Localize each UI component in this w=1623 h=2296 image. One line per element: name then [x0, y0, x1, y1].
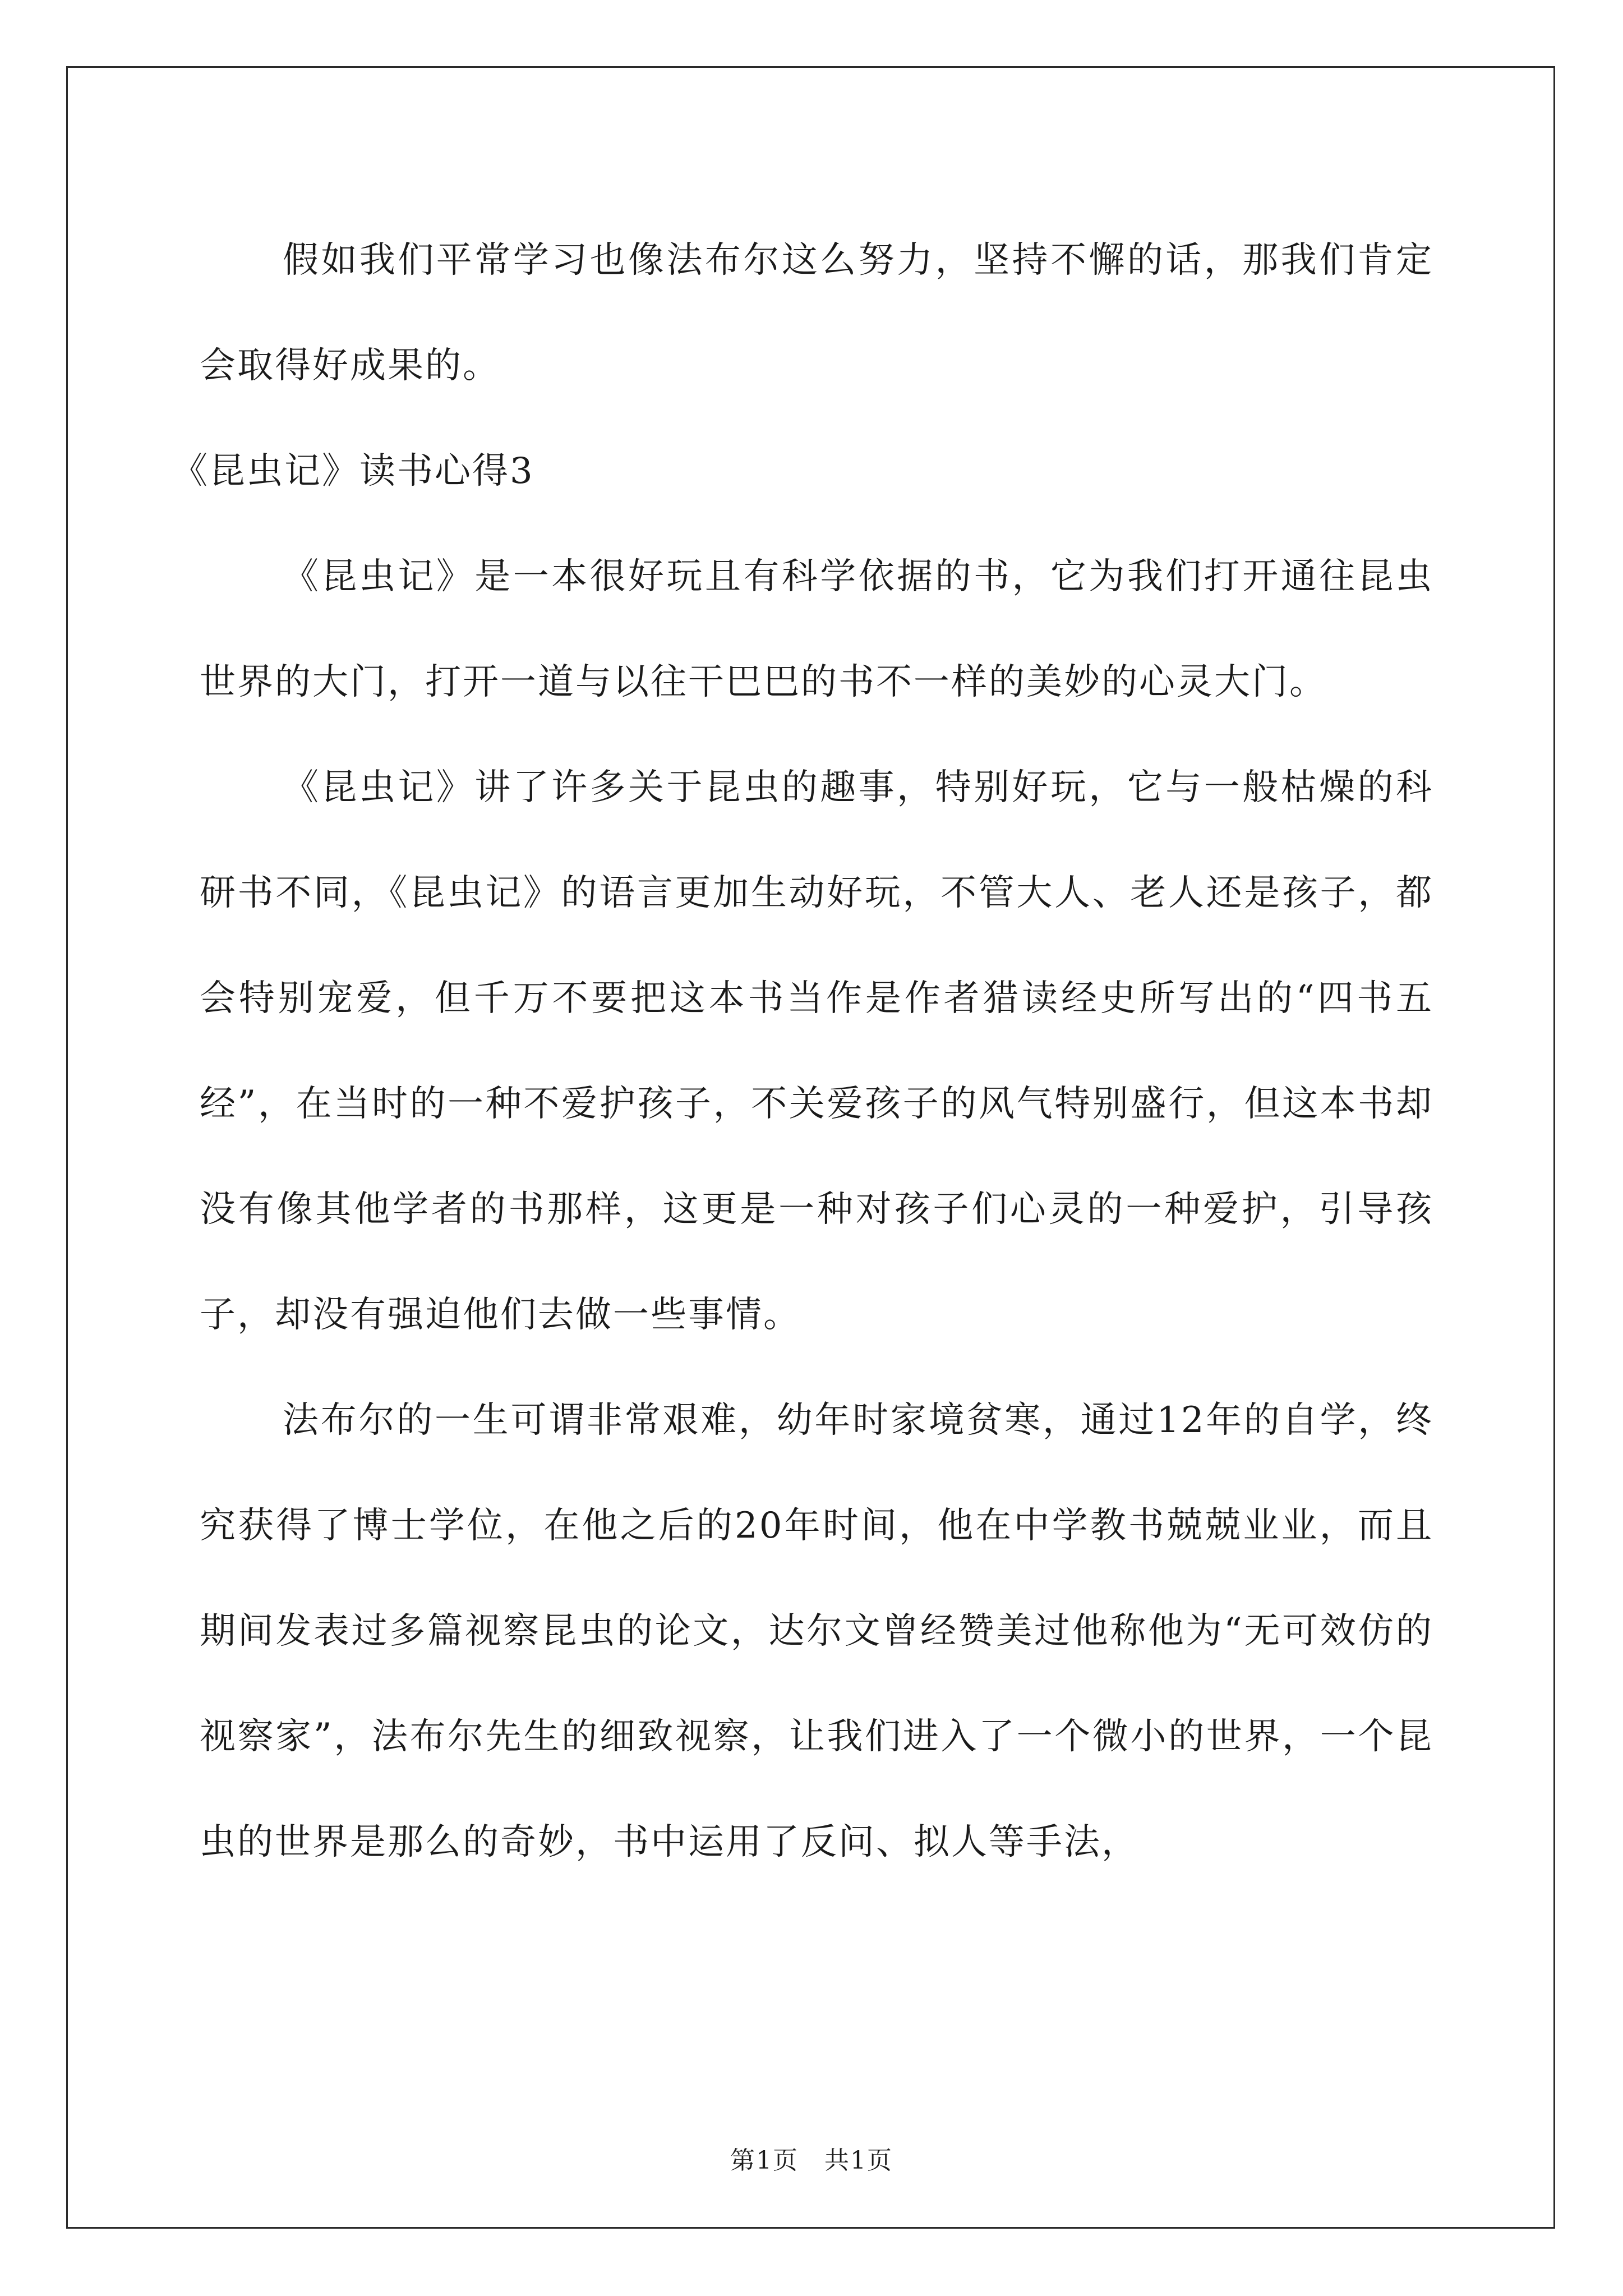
paragraph-3: 《昆虫记》讲了许多关于昆虫的趣事，特别好玩，它与一般枯燥的科研书不同，《昆虫记》的语言更加生动好玩，不管大人、老人还是孩子，都会特别宠爱，但千万不要把这本书当作是作者猎读经史所写出的“四书五经”，在当时的一种不爱护孩子，不关爱孩子的风气特别盛行，但这本书却没有像其他学者的书那样，这更是一种对孩子们心灵的一种爱护，引导孩子，却没有强迫他们去做一些事情。 — [200, 767, 1433, 1336]
document-body — [172, 208, 1433, 1895]
paragraph-1: 假如我们平常学习也像法布尔这么努力，坚持不懈的话，那我们肯定会取得好成果的。 — [200, 240, 1433, 386]
paragraph-4: 法布尔的一生可谓非常艰难，幼年时家境贫寒，通过12年的自学，终究获得了博士学位，在他之后的20年时间，他在中学教书兢兢业业，而且期间发表过多篇视察昆虫的论文，达尔文曾经赞美过他称他为“无可效仿的视察家”，法布尔先生的细致视察，让我们进入了一个微小的世界，一个昆虫的世界是那么的奇妙，书中运用了反问、拟人等手法， — [200, 1400, 1433, 1863]
page-footer: 第1页 共1页 — [730, 2146, 893, 2175]
section-heading: 《昆虫记》读书心得3 — [172, 450, 534, 492]
paragraph-2: 《昆虫记》是一本很好玩且有科学依据的书，它为我们打开通往昆虫世界的大门，打开一道与以往干巴巴的书不一样的美妙的心灵大门。 — [200, 556, 1433, 703]
